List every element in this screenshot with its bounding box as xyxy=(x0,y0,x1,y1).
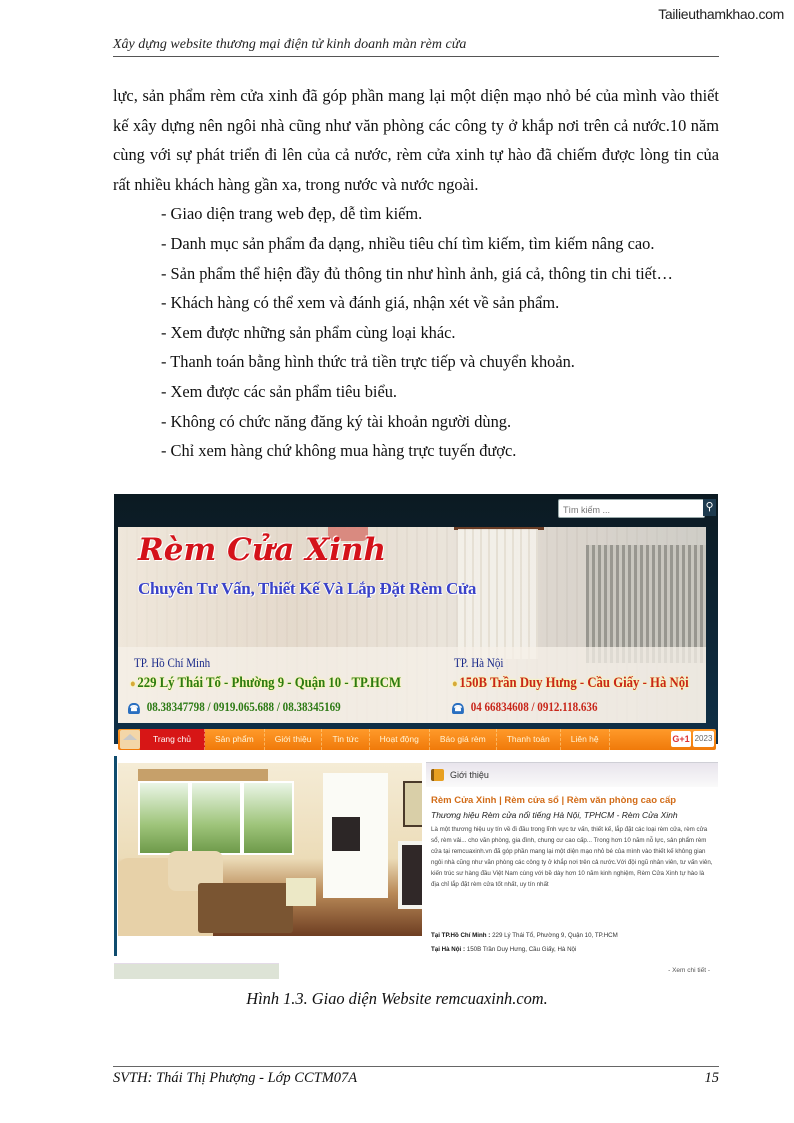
list-item: - Xem được những sản phẩm cùng loại khác. xyxy=(161,322,456,342)
nav-item-products[interactable]: Sản phẩm xyxy=(205,729,265,750)
page-footer xyxy=(113,1066,719,1087)
phone-hcm xyxy=(128,699,341,715)
address-label: Tại TP.Hồ Chí Minh : xyxy=(431,932,491,939)
list-item: - Chỉ xem hàng chứ không mua hàng trực tuyến được. xyxy=(161,441,517,461)
photo-window xyxy=(138,781,190,855)
banner xyxy=(118,527,706,723)
body-text xyxy=(113,81,719,466)
phone-hn-text: 04 66834608 / 0912.118.636 xyxy=(470,699,598,714)
pin-icon: ● xyxy=(130,678,136,690)
address-value: 229 Lý Thái Tổ, Phường 9, Quận 10, TP.HCM xyxy=(490,932,618,939)
figure-caption: Hình 1.3. Giao diện Website remcuaxinh.com. xyxy=(246,989,548,1008)
footer-author: SVTH: Thái Thị Phượng - Lớp CCTM07A xyxy=(113,1070,358,1086)
phone-hn xyxy=(452,699,597,715)
search-icon: ⚲ xyxy=(705,501,714,513)
nav-item-contact[interactable]: Liên hệ xyxy=(561,729,610,750)
list-item: - Xem được các sản phẩm tiêu biểu. xyxy=(161,381,398,401)
page-number: 15 xyxy=(704,1070,719,1086)
feature-list xyxy=(113,199,719,465)
pin-icon: ● xyxy=(452,678,458,690)
website-screenshot xyxy=(114,494,718,979)
phone-hcm-text: 08.38347798 / 0919.065.688 / 08.38345169 xyxy=(146,699,341,714)
nav-item-pricing[interactable]: Báo giá rèm xyxy=(430,729,497,750)
list-item: - Khách hàng có thể xem và đánh giá, nhận xét về sản phẩm. xyxy=(161,293,560,313)
list-item: - Thanh toán bằng hình thức trả tiền trực tiếp và chuyển khoản. xyxy=(161,352,575,372)
view-details-link[interactable]: - Xem chi tiết - xyxy=(668,967,710,974)
city-hn: TP. Hà Nội xyxy=(454,655,504,670)
address-hn-text: 150B Trần Duy Hưng - Cầu Giấy - Hà Nội xyxy=(459,675,689,691)
city-hcm: TP. Hồ Chí Minh xyxy=(134,655,211,670)
gplus-count: 2023 xyxy=(693,731,714,747)
brand-logo: Rèm Cửa Xinh xyxy=(138,532,387,568)
list-item: - Sản phẩm thể hiện đầy đủ thông tin như hình ảnh, giá cả, thông tin chi tiết… xyxy=(161,263,673,283)
address-hcm xyxy=(130,675,401,692)
intro-body: Là một thương hiệu uy tín về đi đầu trong lĩnh vực tư vấn, thiết kế, lắp đặt các loại rèm cửa, rèm cửa sổ, rèm vải... cho văn phòng, gia đình, chung cư cao cấp... Trong hơn 10 năm nỗ lực, sản phẩm rèm cửa tại remcuaxinh.vn đã góp phần mang lại một diện mạo nhỏ bé của mình vào thiết kế không gian ngôi nhà cũng như văn phòng các công ty ở khắp nơi trên cả nước.Với đội ngũ nhân viên, tư vấn viên, kiến trúc sư hàng đầu Việt Nam cùng với bề dày hơn 10 năm kinh nghiệm, Rèm Cửa Xinh tự hào là địa chỉ lắp đặt rèm cửa tốt nhất, uy tín nhất xyxy=(431,826,713,888)
search-input[interactable] xyxy=(559,502,687,519)
main-nav xyxy=(118,729,716,750)
nav-item-news[interactable]: Tin tức xyxy=(322,729,369,750)
photo-window xyxy=(242,781,294,855)
page-edge xyxy=(114,756,117,956)
address-hcm-text: 229 Lý Thái Tổ - Phường 9 - Quận 10 - TP.HCM xyxy=(137,675,401,691)
address-value: 150B Trần Duy Hưng, Cầu Giấy, Hà Nội xyxy=(465,946,577,953)
phone-icon: ☎ xyxy=(129,704,139,713)
brand-tagline: Chuyên Tư Vấn, Thiết Kế Và Lắp Đặt Rèm Cửa xyxy=(138,579,477,598)
intro-links[interactable]: Rèm Cửa Xinh | Rèm cửa sổ | Rèm văn phòng cao cấp xyxy=(431,795,677,806)
nav-home-button[interactable] xyxy=(120,730,140,749)
nav-item-home[interactable]: Trang chủ xyxy=(140,729,205,750)
home-icon xyxy=(123,734,137,740)
photo-table xyxy=(198,883,293,933)
intro-title: Giới thiệu xyxy=(450,770,489,780)
phone-icon: ☎ xyxy=(453,704,463,713)
nav-item-payment[interactable]: Thanh toán xyxy=(497,729,561,750)
list-item: - Giao diện trang web đẹp, dễ tìm kiếm. xyxy=(161,204,423,224)
photo-ottoman xyxy=(286,878,316,906)
page-header: Xây dựng website thương mại điện tử kinh doanh màn rèm cửa xyxy=(113,37,719,57)
blinds-decor xyxy=(586,545,706,663)
gplus-button[interactable]: G+1 xyxy=(671,731,691,747)
nav-item-activities[interactable]: Hoạt động xyxy=(370,729,430,750)
intro-address-hn xyxy=(431,946,576,953)
body-paragraph: lực, sản phẩm rèm cửa xinh đã góp phần mang lại một diện mạo nhỏ bé của mình vào thiết kế xây dựng nên ngôi nhà cũng như văn phòng các công ty ở khắp nơi trên cả nước.10 năm cùng với sự phát triển đi lên của cả nước, rèm cửa xinh tự hào đã chiếm được lòng tin của rất nhiều khách hàng gần xa, trong nước và nước ngoài. xyxy=(113,86,719,194)
list-item: - Danh mục sản phẩm đa dạng, nhiều tiêu chí tìm kiếm, tìm kiếm nâng cao. xyxy=(161,233,655,253)
book-icon xyxy=(431,769,444,781)
address-label: Tại Hà Nội : xyxy=(431,946,466,953)
address-hn xyxy=(452,675,689,692)
list-item: - Không có chức năng đăng ký tài khoản người dùng. xyxy=(161,411,512,431)
intro-address-hcm xyxy=(431,932,618,939)
intro-panel xyxy=(426,762,718,979)
photo-window xyxy=(190,781,242,855)
photo-frame xyxy=(403,781,422,827)
photo-fireplace xyxy=(398,841,422,909)
slider-bar xyxy=(114,963,279,979)
search-box[interactable] xyxy=(558,499,705,518)
watermark: Tailieuthamkhao.com xyxy=(658,6,784,22)
nav-item-about[interactable]: Giới thiệu xyxy=(265,729,323,750)
living-room-photo xyxy=(118,763,422,936)
photo-tv xyxy=(332,817,360,851)
intro-subtitle: Thương hiệu Rèm cửa nổi tiếng Hà Nội, TPHCM - Rèm Cửa Xinh xyxy=(431,810,678,820)
search-button[interactable] xyxy=(703,499,716,516)
intro-header xyxy=(426,762,718,787)
